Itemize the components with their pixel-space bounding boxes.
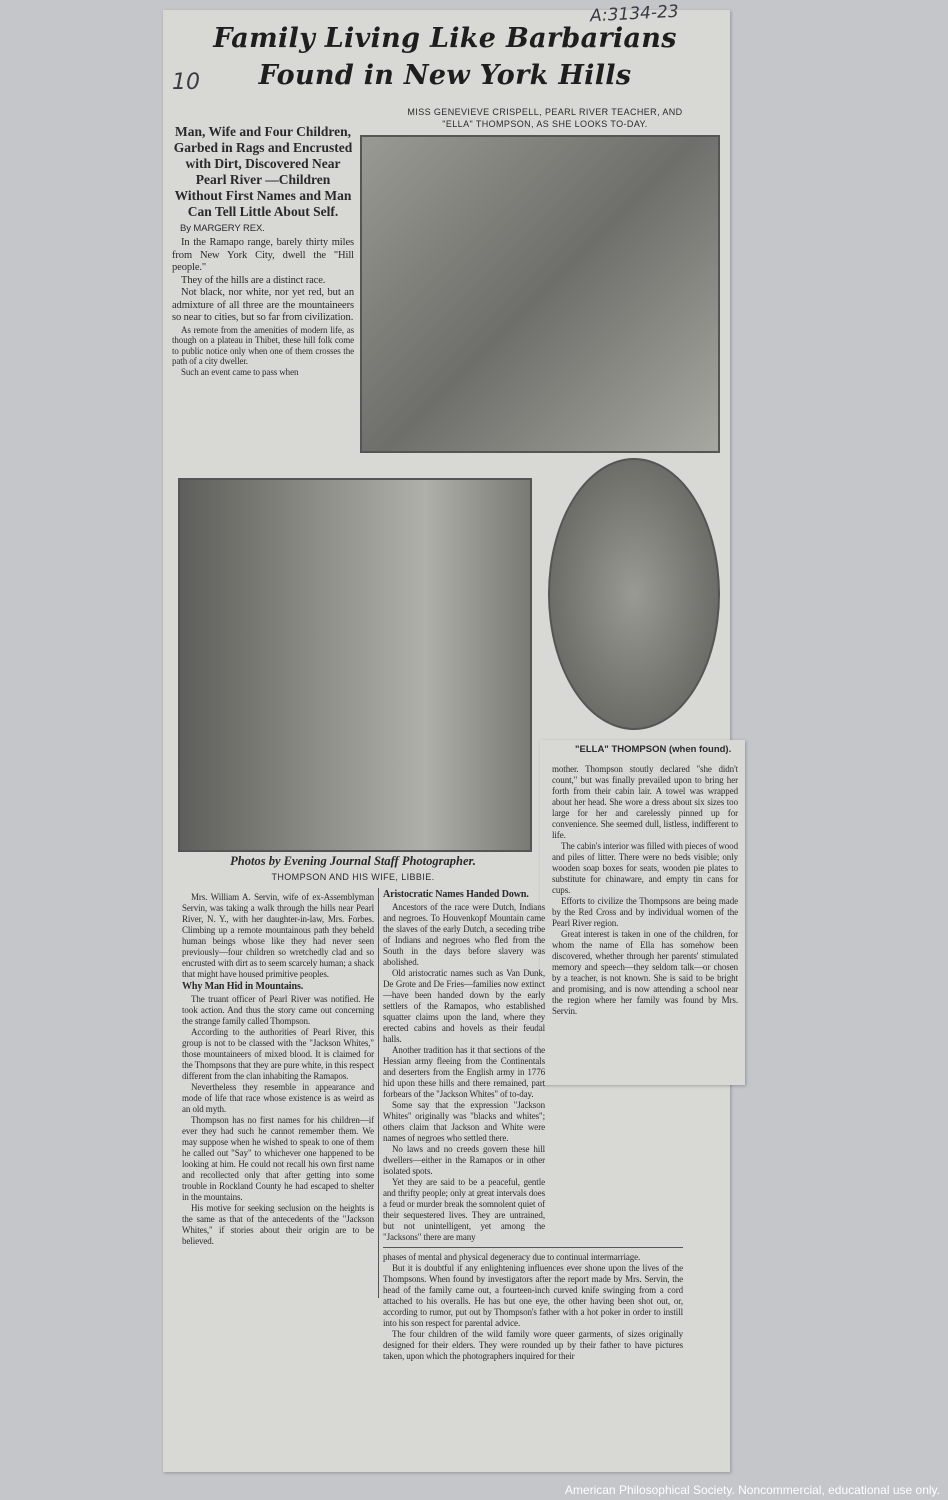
paragraph: But it is doubtful if any enlightening influences ever shone upon the lives of the Thompsons. When found by investigators after the report made by Mrs. Servin, the head of the family came out, a fourteen-inch curved knife swinging from a cord attached to his overalls. He has but one eye, the other having been shot out, or, according to rumor, put out by Thompson's father with a hot poker in order to instill into his son respect for parental advice.: [383, 1263, 683, 1328]
handwritten-catalog-number: A:3134-23: [589, 1, 680, 27]
paragraph: Great interest is taken in one of the children, for whom the name of Ella has somehow been discovered, whether through her parents' stimulated memory and speech—they seldom talk—or chosen by a teacher, is not known. She is said to be bright and promising, and is now attending a school near the region where her family was found by Mrs. Servin.: [552, 929, 738, 1016]
column-subhead: Aristocratic Names Handed Down.: [383, 889, 529, 900]
column-subhead: Why Man Hid in Mountains.: [182, 981, 304, 992]
paragraph: In the Ramapo range, barely thirty miles from New York City, dwell the "Hill people.": [172, 237, 354, 273]
photo-top-caption: [365, 106, 725, 130]
paragraph: Thompson has no first names for his children—if ever they had such he cannot remember them. We may suppose when he wished to speak to one of them he called out "Say" to whichever one happened to be looking at him. He could not recall his own first name and recollected only that after getting into some trouble in Rockland County he had escaped to shelter in the mountains.: [182, 1115, 374, 1202]
oval-photo-ella: [548, 458, 720, 730]
paragraph: Ancestors of the race were Dutch, Indians and negroes. To Houvenkopf Mountain came the slaves of the early Dutch, a seceding tribe of Indians and negroes who fled from the South in the days before slavery was abolished.: [383, 902, 545, 967]
right-column-text: [552, 764, 738, 1017]
byline: By MARGERY REX.: [180, 223, 265, 234]
deck-subheadline: Man, Wife and Four Children, Garbed in Rags and Encrusted with Dirt, Discovered Near Pearl River —Children Without First Names and Man Can Tell Little About Self.: [173, 124, 353, 219]
headline-line-2: Found in New York Hills: [258, 60, 632, 91]
paragraph: As remote from the amenities of modern life, as though on a plateau in Thibet, these hill folk come to public notice only when one of them crosses the path of a city dweller.: [172, 324, 354, 366]
headline-line-1: Family Living Like Barbarians: [213, 23, 677, 54]
paragraph: Nevertheless they resemble in appearance and mode of life that race whose existence is as weird as an old myth.: [182, 1082, 374, 1114]
paragraph: The four children of the wild family wore queer garments, of sizes originally designed for their elders. They were rounded up by their father to have pictures taken, upon which the photographers inquired for their: [383, 1329, 683, 1361]
column-1: [182, 892, 374, 1247]
lead-column: [172, 223, 354, 377]
paragraph: phases of mental and physical degeneracy due to continual intermarriage.: [383, 1252, 641, 1262]
paragraph: Mrs. William A. Servin, wife of ex-Assemblyman Servin, was taking a walk through the hills near Pearl River, N. Y., with her daughter-in-law, Mrs. Forbes. Climbing up a remote mountainous path they beheld human beings whose like they had never seen previously—four children so wretchedly clad and so encrusted with dirt as to seem scarcely human; a shack that might have housed primitive peoples.: [182, 892, 374, 979]
column-rule: [378, 888, 379, 1298]
lead-story-block: [172, 124, 354, 377]
paragraph: According to the authorities of Pearl River, this group is not to be classed with the "Jackson Whites," those mountaineers of mixed blood. It is claimed for the Thompsons that they are pure white, in this respect different from the clan inhabiting the Ramapos.: [182, 1027, 374, 1081]
paragraph: mother. Thompson stoutly declared "she didn't count," but was finally prevailed upon to bring her forth from their cabin lair. A towel was wrapped about her head. She wore a dress about six sizes too large for her and carelessly pinned up for convenience. She seemed dull, listless, indifferent to life.: [552, 764, 738, 840]
handwritten-page-number: 10: [172, 70, 200, 95]
caption-line: "ELLA" THOMPSON, AS SHE LOOKS TO-DAY.: [442, 119, 648, 129]
couple-photo-caption: THOMPSON AND HIS WIFE, LIBBIE.: [271, 872, 435, 882]
paragraph: His motive for seeking seclusion on the heights is the same as that of the antecedents of the "Jackson Whites," if stories about their origin are to be believed.: [182, 1203, 374, 1246]
paragraph: The truant officer of Pearl River was notified. He took action. And thus the story came out concerning the strange family called Thompson.: [182, 994, 374, 1026]
paragraph: Not black, nor white, nor yet red, but an admixture of all three are the mountaineers so near to cities, but so far from civilization.: [172, 287, 354, 323]
headline: [165, 20, 725, 94]
oval-photo-caption: "ELLA" THOMPSON (when found).: [575, 744, 732, 755]
paragraph: Efforts to civilize the Thompsons are being made by the Red Cross and by individual women of the Pearl River region.: [552, 896, 738, 928]
photo-thompson-and-wife: [178, 478, 532, 852]
paragraph: The cabin's interior was filled with pieces of wood and piles of litter. There were no beds visible; only wooden soap boxes for seats, wooden pie plates to substitute for chinaware, and empty tin cans for cups.: [552, 841, 738, 895]
paragraph: They of the hills are a distinct race.: [181, 274, 326, 286]
paragraph: Some say that the expression "Jackson Whites" originally was "blacks and whites"; others claim that Jackson and White were names of negroes who settled there.: [383, 1100, 545, 1143]
caption-line: MISS GENEVIEVE CRISPELL, PEARL RIVER TEACHER, AND: [407, 107, 683, 117]
photo-credit: Photos by Evening Journal Staff Photographer.: [230, 854, 476, 868]
paragraph: No laws and no creeds govern these hill dwellers—either in the Ramapos or in other isolated spots.: [383, 1144, 545, 1176]
photo-teacher-and-ella: [360, 135, 720, 453]
paragraph: Old aristocratic names such as Van Dunk, De Grote and De Fries—families now extinct—have been handed down by the early settlers of the Ramapos, who established squatter claims upon the land, where they erected cabins and hovels as their feudal halls.: [383, 968, 545, 1044]
paragraph: Yet they are said to be a peaceful, gentle and thrifty people; only at great intervals does a feud or murder break the somnolent quiet of their sequestered lives. They are untrained, but not unintelligent, yet among the "Jacksons" there are many: [383, 1177, 545, 1242]
footer-credit: American Philosophical Society. Noncommercial, educational use only.: [564, 1483, 940, 1497]
column-3: [383, 1252, 683, 1362]
paragraph: Such an event came to pass when: [181, 366, 299, 377]
column-2: [383, 889, 545, 1243]
divider: [383, 1247, 683, 1248]
paragraph: Another tradition has it that sections of the Hessian army fleeing from the Continentals and deserters from the English army in 1776 hid upon these hills and there remained, part forbears of the "Jackson Whites" of to-day.: [383, 1045, 545, 1099]
